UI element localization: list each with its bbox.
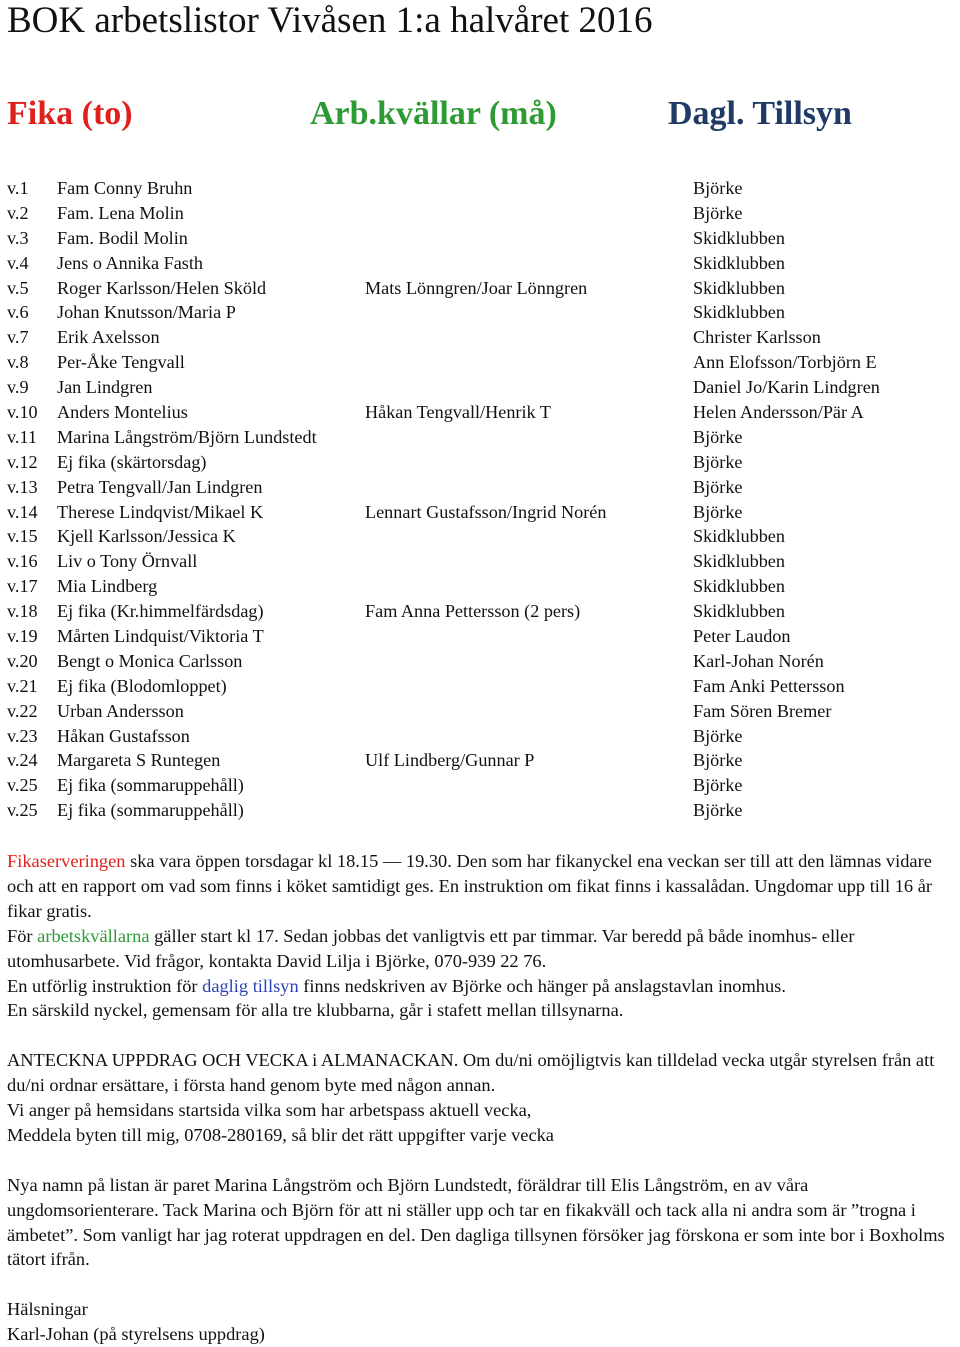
tillsyn-cell: Daniel Jo/Karin Lindgren [693,377,880,398]
note-nyckel: En särskild nyckel, gemensam för alla tre klubbarna, går i stafett mellan tillsynarna. [7,1000,624,1021]
fika-cell: Mårten Lindquist/Viktoria T [57,626,264,647]
week-label: v.7 [7,327,29,348]
tillsyn-cell: Björke [693,725,743,746]
fika-cell: Petra Tengvall/Jan Lindgren [57,476,263,497]
tillsyn-cell: Skidklubben [693,252,785,273]
week-label: v.6 [7,302,29,323]
schedule-row [7,500,957,525]
week-label: v.25 [7,800,38,821]
arbetskvall-cell: Ulf Lindberg/Gunnar P [365,750,535,771]
tillsyn-cell: Björke [693,451,743,472]
tillsyn-cell: Björke [693,800,743,821]
fika-cell: Roger Karlsson/Helen Sköld [57,277,267,298]
arbetskvall-cell: Lennart Gustafsson/Ingrid Norén [365,501,607,522]
header-fika: Fika (to) [7,95,133,132]
schedule-row [7,450,957,475]
note-tillsyn [7,974,959,999]
fika-cell: Marina Långström/Björn Lundstedt [57,426,317,447]
schedule-row [7,773,957,798]
schedule-row [7,475,957,500]
tillsyn-cell: Karl-Johan Norén [693,650,824,671]
tillsyn-cell: Björke [693,775,743,796]
tillsyn-cell: Ann Elofsson/Torbjörn E [693,352,877,373]
fikaserveringen-label: Fikaserveringen [7,851,126,871]
week-label: v.24 [7,750,38,771]
fika-cell: Kjell Karlsson/Jessica K [57,526,236,547]
week-label: v.8 [7,352,29,373]
fika-cell: Fam Conny Bruhn [57,178,193,198]
header-daglig-tillsyn: Dagl. Tillsyn [668,95,852,132]
schedule-row [7,549,957,574]
week-label: v.3 [7,227,29,248]
schedule-row [7,649,957,674]
note-byten: Meddela byten till mig, 0708-280169, så blir det rätt uppgifter varje vecka [7,1124,554,1145]
fika-cell: Ej fika (sommaruppehåll) [57,800,244,821]
week-label: v.21 [7,675,38,696]
schedule-row [7,574,957,599]
week-label: v.2 [7,202,29,223]
arbetskvall-cell: Mats Lönngren/Joar Lönngren [365,277,588,298]
week-label: v.1 [7,178,29,198]
fika-cell: Margareta S Runtegen [57,750,221,771]
week-label: v.14 [7,501,38,522]
week-label: v.18 [7,601,38,622]
schedule-row [7,375,957,400]
signature: Karl-Johan (på styrelsens uppdrag) [7,1324,265,1345]
fika-cell: Håkan Gustafsson [57,725,190,746]
tillsyn-cell: Björke [693,426,743,447]
schedule-row [7,350,957,375]
schedule-row [7,798,957,823]
week-label: v.22 [7,700,38,721]
note-tillsyn-text: finns nedskriven av Björke och hänger på anslagstavlan inomhus. [298,975,786,996]
week-label: v.23 [7,725,38,746]
greeting: Hälsningar [7,1299,88,1320]
schedule-row [7,599,957,624]
note-for-text: För [7,925,38,946]
note-arbetskvallar [7,924,959,974]
tillsyn-cell: Björke [693,750,743,771]
tillsyn-cell: Björke [693,202,743,223]
note-almanacka: ANTECKNA UPPDRAG OCH VECKA i ALMANACKAN. Om du/ni omöjligtvis kan tilldelad vecka utgår styrelsen från att du/ni ordnar ersättare, i första hand genom byte med någon annan. [7,1050,935,1096]
fika-cell: Therese Lindqvist/Mikael K [57,501,264,522]
schedule-row [7,201,957,226]
schedule-row [7,724,957,749]
week-label: v.11 [7,426,37,447]
schedule-row [7,524,957,549]
tillsyn-cell: Skidklubben [693,576,785,597]
header-arbetskvallar: Arb.kvällar (må) [310,95,557,132]
tillsyn-cell: Skidklubben [693,526,785,547]
tillsyn-cell: Björke [693,178,743,198]
week-label: v.15 [7,526,38,547]
week-label: v.16 [7,551,38,572]
tillsyn-cell: Skidklubben [693,551,785,572]
fika-cell: Jens o Annika Fasth [57,252,204,273]
schedule-row [7,251,957,276]
fika-cell: Ej fika (Kr.himmelfärdsdag) [57,601,264,622]
week-label: v.13 [7,476,38,497]
schedule-row [7,176,957,201]
fika-cell: Mia Lindberg [57,576,158,597]
tillsyn-cell: Björke [693,476,743,497]
tillsyn-cell: Fam Anki Pettersson [693,675,845,696]
arbetskvallarna-label: arbetskvällarna [37,925,150,946]
tillsyn-cell: Skidklubben [693,277,785,298]
schedule-row [7,425,957,450]
note-nya-namn: Nya namn på listan är paret Marina Långström och Björn Lundstedt, föräldrar till Elis Långström, en av våra ungdomsorienterare. Tack Marina och Björn för att ni ställer upp och tar en fikakväll och tack alla ni andra som är ”trogna i ämbetet”. Som vanligt har jag roterat uppdragen en del. Den dagliga tillsynen försöker jag förskona er som inte bor i Boxholms tätort ifrån. [7,1174,945,1270]
schedule-row [7,699,957,724]
note-arbetskvallar-text: gäller start kl 17. Sedan jobbas det vanligtvis ett par timmar. Var beredd på både inomhus- eller utomhusarbete. Vid frågor, kontakta David Lilja i Björke, 070-939 22 76. [7,925,855,971]
fika-cell: Bengt o Monica Carlsson [57,650,243,671]
note-fika [7,849,959,924]
fika-cell: Per-Åke Tengvall [57,352,185,373]
schedule-row [7,226,957,251]
notes-section [7,849,959,1347]
arbetskvall-cell: Fam Anna Pettersson (2 pers) [365,601,581,622]
week-label: v.4 [7,252,29,273]
fika-cell: Anders Montelius [57,402,188,423]
daglig-tillsyn-label: daglig tillsyn [202,975,299,996]
fika-cell: Ej fika (sommaruppehåll) [57,775,244,796]
fika-cell: Ej fika (skärtorsdag) [57,451,207,472]
schedule-row [7,624,957,649]
schedule-table [7,176,957,823]
tillsyn-cell: Björke [693,501,743,522]
fika-cell: Johan Knutsson/Maria P [57,302,236,323]
week-label: v.17 [7,576,38,597]
week-label: v.5 [7,277,29,298]
tillsyn-cell: Skidklubben [693,227,785,248]
tillsyn-cell: Peter Laudon [693,626,791,647]
tillsyn-cell: Skidklubben [693,302,785,323]
week-label: v.20 [7,650,38,671]
schedule-row [7,300,957,325]
fika-cell: Fam. Bodil Molin [57,227,188,248]
arbetskvall-cell: Håkan Tengvall/Henrik T [365,402,551,423]
page-title: BOK arbetslistor Vivåsen 1:a halvåret 2016 [7,0,653,41]
schedule-row [7,400,957,425]
tillsyn-cell: Christer Karlsson [693,327,821,348]
fika-cell: Liv o Tony Örnvall [57,551,198,572]
tillsyn-cell: Helen Andersson/Pär A [693,402,864,423]
fika-cell: Ej fika (Blodomloppet) [57,675,227,696]
note-hemsida: Vi anger på hemsidans startsida vilka som har arbetspass aktuell vecka, [7,1100,532,1121]
week-label: v.25 [7,775,38,796]
fika-cell: Fam. Lena Molin [57,202,184,223]
fika-cell: Jan Lindgren [57,377,153,398]
note-fika-text: ska vara öppen torsdagar kl 18.15 — 19.30. Den som har fikanyckel ena veckan ser till att den lämnas vidare och att en rapport om vad som finns i köket samtidigt ges. En instruktion om fikat finns i kassalådan. Ungdomar upp till 16 år fikar gratis. [7,851,933,921]
fika-cell: Erik Axelsson [57,327,160,348]
tillsyn-cell: Skidklubben [693,601,785,622]
fika-cell: Urban Andersson [57,700,184,721]
tillsyn-cell: Fam Sören Bremer [693,700,832,721]
schedule-row [7,748,957,773]
schedule-row [7,276,957,301]
week-label: v.19 [7,626,38,647]
schedule-row [7,325,957,350]
schedule-row [7,674,957,699]
week-label: v.12 [7,451,38,472]
note-tillsyn-pre: En utförlig instruktion för [7,975,203,996]
week-label: v.9 [7,377,29,398]
week-label: v.10 [7,402,38,423]
